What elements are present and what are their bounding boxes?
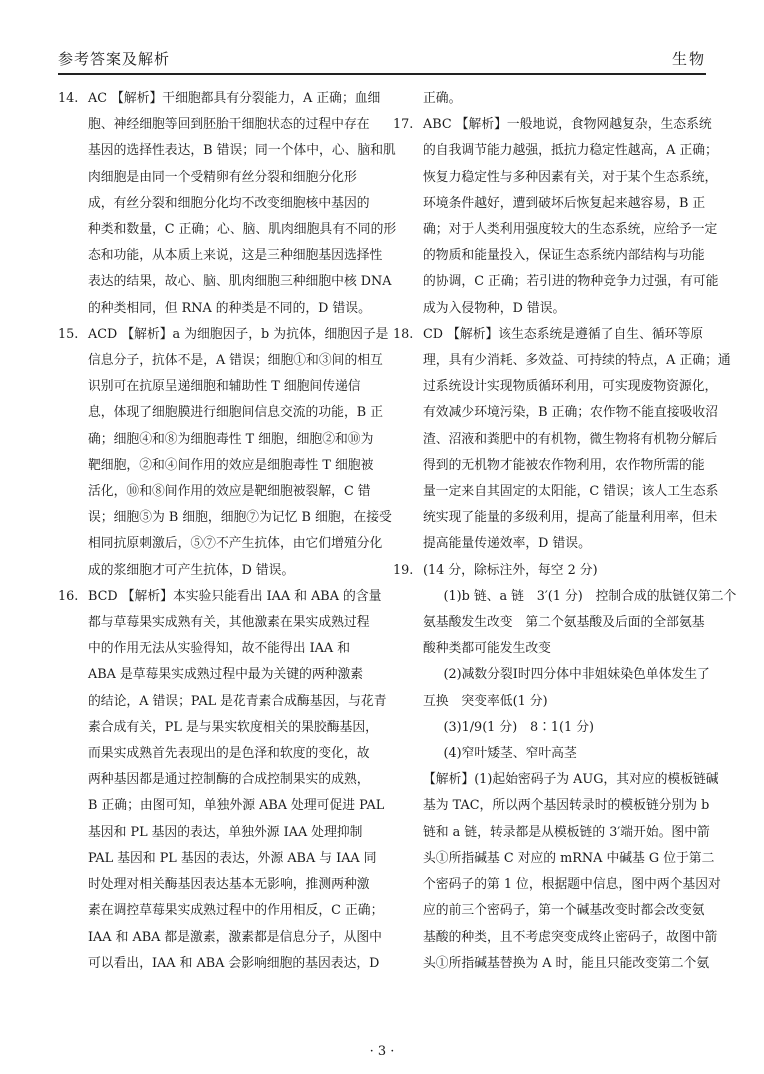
answer-line: 肉细胞是由同一个受精卵有丝分裂和细胞分化形 — [88, 169, 357, 185]
header-title: 参考答案及解析 — [58, 50, 171, 68]
answer-line: 胞、神经细胞等回到胚胎干细胞状态的过程中存在 — [88, 117, 370, 133]
answer-line: 成，有丝分裂和细胞分化均不改变细胞核中基因的 — [88, 195, 370, 211]
answer-19 — [393, 558, 737, 977]
answer-line: 的自我调节能力越强，抵抗力稳定性越高，A 正确； — [423, 143, 718, 159]
answer-line: ACD 【解析】a 为细胞因子，b 为抗体，细胞因子是 — [88, 326, 389, 342]
answer-line: 息，体现了细胞膜进行细胞间信息交流的功能，B 正 — [88, 405, 384, 421]
answer-line: 【解析】(1)起始密码子为 AUG，其对应的模板链碱 — [423, 772, 719, 788]
answer-line: 的物质和能量投入，保证生态系统内部结构与功能 — [423, 248, 705, 264]
answer-line: 链和 a 链，转录都是从模板链的 3′端开始。图中箭 — [423, 824, 710, 840]
answer-line: ABA 是草莓果实成熟过程中最为关键的两种激素 — [88, 667, 364, 683]
answer-line: 个密码子的第 1 位，根据题中信息，图中两个基因对 — [423, 877, 721, 893]
answer-line: 的种类相同，但 RNA 的种类是不同的，D 错误。 — [88, 300, 371, 316]
answer-line: 有效减少环境污染，B 正确；农作物不能直接吸收沼 — [423, 405, 719, 421]
answer-18 — [393, 322, 731, 558]
answer-line: 误；细胞⑤为 B 细胞，细胞⑦为记忆 B 细胞，在接受 — [88, 510, 392, 526]
answer-line: 过系统设计实现物质循环利用，可实现废物资源化， — [423, 379, 718, 395]
answer-line: 环境条件越好，遭到破坏后恢复起来越容易，B 正 — [423, 195, 706, 211]
answer-line: 信息分子，抗体不是，A 错误；细胞①和③间的相互 — [88, 353, 383, 369]
answer-line: ABC 【解析】一般地说，食物网越复杂，生态系统 — [423, 117, 712, 133]
answer-line: 的协调，C 正确；若引进的物种竞争力过强，有可能 — [423, 274, 719, 290]
answer-line: (2)减数分裂Ⅰ时四分体中非姐妹染色单体发生了 — [443, 667, 710, 683]
answer-line: 两种基因都是通过控制酶的合成控制果实的成熟， — [88, 772, 370, 788]
answer-line: 基为 TAC，所以两个基因转录时的模板链分别为 b — [423, 798, 710, 814]
answer-line: 时处理对相关酶基因表达基本无影响，推测两种激 — [88, 877, 370, 893]
answer-number: 19. — [393, 562, 414, 578]
answer-line: AC 【解析】干细胞都具有分裂能力，A 正确；血细 — [88, 91, 381, 106]
answer-line: 氨基酸发生改变 第二个氨基酸及后面的全部氨基 — [423, 615, 705, 631]
answer-16-continuation: 正确。 — [423, 91, 462, 106]
answer-line: 种类和数量，C 正确；心、脑、肌肉细胞具有不同的形 — [88, 222, 397, 238]
answer-line: 活化，⑩和⑧间作用的效应是靶细胞被裂解，C 错 — [88, 484, 371, 500]
answer-line: B 正确；由图可知，单独外源 ABA 处理可促进 PAL — [88, 798, 385, 814]
answer-line: 统实现了能量的多级利用，提高了能量利用率，但未 — [423, 510, 718, 526]
answer-number: 18. — [393, 326, 414, 342]
answer-line: (14 分，除标注外，每空 2 分) — [423, 562, 598, 578]
answer-line: 应的前三个密码子，第一个碱基改变时都会改变氨 — [423, 903, 705, 919]
answer-line: 素在调控草莓果实成熟过程中的作用相反，C 正确； — [88, 903, 384, 919]
answer-line: 都与草莓果实成熟有关，其他激素在果实成熟过程 — [88, 615, 370, 631]
answer-line: 酸种类都可能发生改变 — [423, 641, 551, 657]
answer-line: 态和功能，从本质上来说，这是三种细胞基因选择性 — [88, 248, 383, 264]
answer-line: (3)1/9(1 分) 8∶1(1 分) — [443, 719, 595, 735]
left-column — [58, 86, 397, 977]
answer-number: 15. — [58, 326, 79, 342]
answer-line: 恢复力稳定性与多种因素有关，对于某个生态系统， — [423, 169, 718, 185]
answer-line: 确；对于人类利用强度较大的生态系统，应给予一定 — [423, 222, 718, 238]
answer-line: 而果实成熟首先表现出的是色泽和软度的变化，故 — [88, 746, 370, 762]
answer-line: BCD 【解析】本实验只能看出 IAA 和 ABA 的含量 — [88, 588, 382, 604]
answer-line: (1)b 链、a 链 3′(1 分) 控制合成的肽链仅第二个 — [443, 588, 737, 604]
page-header — [58, 46, 706, 72]
answer-16 — [58, 584, 387, 977]
answer-line: 头①所指碱基替换为 A 时，能且只能改变第二个氨 — [423, 955, 710, 971]
answer-line: 识别可在抗原呈递细胞和辅助性 T 细胞间传递信 — [88, 379, 361, 395]
answer-line: 素合成有关，PL 是与果实软度相关的果胶酶基因， — [88, 719, 378, 735]
answer-number: 16. — [58, 588, 79, 604]
answer-17 — [393, 112, 719, 322]
answer-line: 基因和 PL 基因的表达，单独外源 IAA 处理抑制 — [88, 824, 363, 840]
answer-line: 理，具有少消耗、多效益、可持续的特点，A 正确；通 — [423, 353, 731, 369]
answer-line: 得到的无机物才能被农作物利用，农作物所需的能 — [423, 457, 705, 473]
header-rule — [58, 73, 706, 75]
answer-line: 基酸的种类，且不考虑突变成终止密码子，故图中箭 — [423, 929, 718, 945]
answer-number: 17. — [393, 117, 414, 133]
header-subject: 生物 — [671, 50, 706, 68]
answer-line: (4)窄叶矮茎、窄叶高茎 — [443, 746, 577, 762]
answer-line: 靶细胞，②和④间作用的效应是细胞毒性 T 细胞被 — [88, 457, 374, 473]
answer-line: 表达的结果，故心、脑、肌肉细胞三种细胞中核 DNA — [88, 274, 392, 290]
answer-line: 互换 突变率低(1 分) — [423, 693, 548, 709]
answer-line: 量一定来自其固定的太阳能，C 错误；该人工生态系 — [423, 484, 719, 500]
answer-line: 确；细胞④和⑧为细胞毒性 T 细胞，细胞②和⑩为 — [88, 431, 374, 447]
answer-line: 提高能量传递效率，D 错误。 — [423, 536, 591, 552]
page-number: · 3 · — [369, 1044, 395, 1059]
answer-line: 渣、沼液和粪肥中的有机物，微生物将有机物分解后 — [423, 431, 718, 447]
answer-line: 头①所指碱基 C 对应的 mRNA 中碱基 G 位于第二 — [423, 850, 715, 866]
answer-line: 中的作用无法从实验得知，故不能得出 IAA 和 — [88, 641, 351, 657]
answer-line: 的结论，A 错误；PAL 是花青素合成酶基因，与花青 — [88, 693, 387, 709]
answer-line: CD 【解析】该生态系统是遵循了自生、循环等原 — [423, 326, 704, 342]
answer-14 — [58, 86, 397, 322]
answer-line: 可以看出，IAA 和 ABA 会影响细胞的基因表达，D — [88, 955, 380, 971]
answer-line: 相同抗原刺激后，⑤⑦不产生抗体，由它们增殖分化 — [88, 536, 383, 552]
answer-line: 基因的选择性表达，B 错误；同一个体中，心、脑和肌 — [88, 143, 396, 159]
answer-15 — [58, 322, 392, 584]
answer-line: 成为入侵物种，D 错误。 — [423, 300, 566, 316]
answer-line: IAA 和 ABA 都是激素，激素都是信息分子，从图中 — [88, 929, 382, 945]
answer-line: PAL 基因和 PL 基因的表达，外源 ABA 与 IAA 同 — [88, 850, 377, 866]
answer-line: 成的浆细胞才可产生抗体，D 错误。 — [88, 562, 295, 578]
answer-number: 14. — [58, 91, 79, 106]
right-column — [393, 86, 737, 977]
